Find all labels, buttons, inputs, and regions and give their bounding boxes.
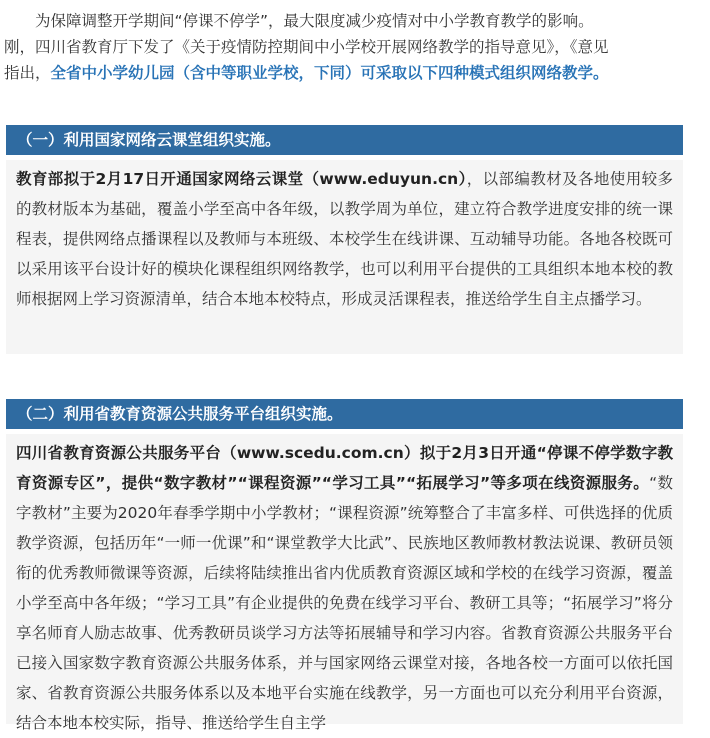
intro-line-2: 刚，四川省教育厅下发了《关于疫情防控期间中小学校开展网络教学的指导意见》，《意见 <box>4 38 609 56</box>
section-1-detail: ，以部编教材及各地使用较多的教材版本为基础，覆盖小学至高中各年级，以教学周为单位，建立符合教学进度安排的统一课程表，提供网络点播课程以及教师与本班级、本校学生在线讲课、互动辅导功能。各地各校既可以采用该平台设计好的模块化课程组织网络教学，也可以利用平台提供的工具组织本地本校的教师根据网上学习资源清单，结合本地本校特点，形成灵活课程表，推送给学生自主点播学习。 <box>16 170 673 308</box>
section-1-body <box>6 160 683 354</box>
intro-line-3 <box>0 60 710 86</box>
section-2-lead: 四川省教育资源公共服务平台（www.scedu.com.cn）拟于2月3日开通“停课不停学数字教育资源专区”，提供“数字教材”“课程资源”“学习工具”“拓展学习”等多项在线资源服务。 <box>16 444 673 492</box>
intro-line-1: 为保障调整开学期间“停课不停学”，最大限度减少疫情对中小学教育教学的影响。 <box>35 12 594 30</box>
intro-line-3-prefix: 指出， <box>4 64 51 82</box>
section-2-header: （二）利用省教育资源公共服务平台组织实施。 <box>6 399 683 429</box>
intro-paragraph <box>0 8 710 86</box>
section-1-header: （一）利用国家网络云课堂组织实施。 <box>6 125 683 155</box>
section-2-body <box>6 434 683 732</box>
section-1-text <box>16 164 673 314</box>
section-2-detail: “数字教材”主要为2020年春季学期中小学教材；“课程资源”统筹整合了丰富多样、可供选择的优质教学资源，包括历年“一师一优课”和“课堂教学大比武”、民族地区教师教材教法说课、教研员领衔的优秀教师微课等资源，后续将陆续推出省内优质教育资源区域和学校的在线学习资源，覆盖小学至高中各年级；“学习工具”有企业提供的免费在线学习平台、教研工具等；“拓展学习”将分享名师育人励志故事、优秀教研员谈学习方法等拓展辅导和学习内容。省教育资源公共服务平台已接入国家数字教育资源公共服务体系，并与国家网络云课堂对接，各地各校一方面可以依托国家、省教育资源公共服务体系以及本地平台实施在线教学，另一方面也可以充分利用平台资源，结合本地本校实际，指导、推送给学生自主学 <box>16 474 674 732</box>
section-2-text <box>16 438 673 738</box>
section-1-lead: 教育部拟于2月17日开通国家网络云课堂（www.eduyun.cn） <box>16 170 467 188</box>
intro-highlight: 全省中小学幼儿园（含中等职业学校，下同）可采取以下四种模式组织网络教学。 <box>50 64 609 82</box>
